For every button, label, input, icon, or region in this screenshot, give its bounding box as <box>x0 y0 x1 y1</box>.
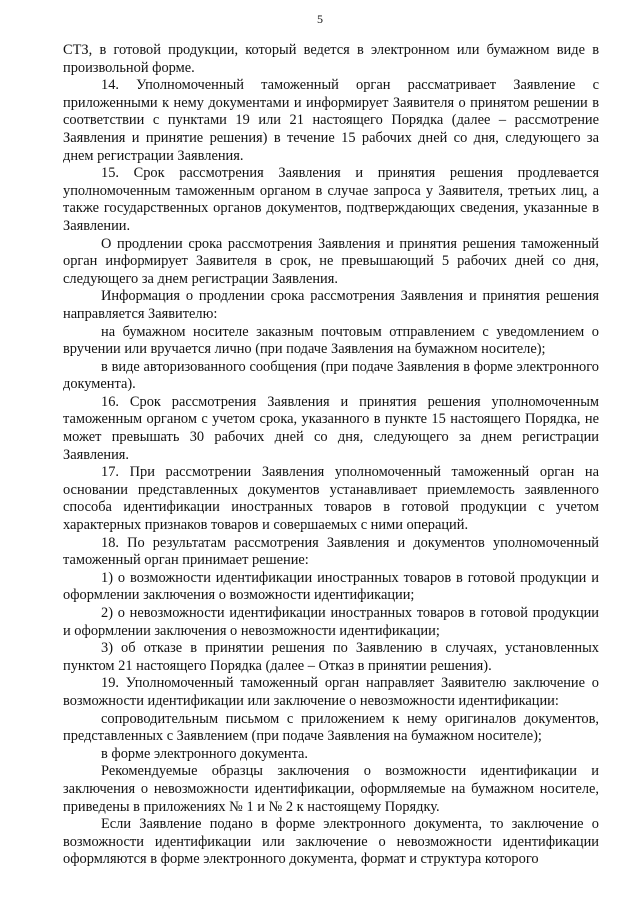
paragraph-18-item-1: 1) о возможности идентификации иностранных товаров в готовой продукции и оформлении заключения о возможности идентификации; <box>63 569 599 604</box>
paragraph-19-letter-option: сопроводительным письмом с приложением к нему оригиналов документов, представленных с Заявлением (при подаче Заявления на бумажном носителе); <box>63 710 599 745</box>
paragraph-18-item-3: 3) об отказе в принятии решения по Заявлению в случаях, установленных пунктом 21 настоящего Порядка (далее – Отказ в принятии решения). <box>63 640 599 674</box>
paragraph-18-item-2: 2) о невозможности идентификации иностранных товаров в готовой продукции и оформлении заключения о невозможности идентификации; <box>63 605 599 639</box>
paragraph-15-extension-notice: О продлении срока рассмотрения Заявления и принятия решения таможенный орган информирует Заявителя в срок, не превышающий 5 рабочих дней со дня, следующего за днем регистрации Заявления. <box>63 235 599 287</box>
paragraph-15-electronic-option: в виде авторизованного сообщения (при подаче Заявления в форме электронного документа). <box>63 358 599 393</box>
paragraph-19-electronic-option: в форме электронного документа. <box>101 745 309 762</box>
paragraph-19: 19. Уполномоченный таможенный орган направляет Заявителю заключение о возможности идентификации или заключение о невозможности идентификации: <box>63 675 599 709</box>
paragraph-16: 16. Срок рассмотрения Заявления и принятия решения уполномоченным таможенным органом с учетом срока, указанного в пункте 15 настоящего Порядка, не может превышать 30 рабочих дней со дня, следующего за днем регистрации Заявления. <box>63 393 599 463</box>
paragraph-15: 15. Срок рассмотрения Заявления и принятия решения продлевается уполномоченным таможенным органом в случае запроса у Заявителя, третьих лиц, а также государственных органов документов, подтверждающих сведения, указанные в Заявлении. <box>63 165 599 234</box>
paragraph-19-templates: Рекомендуемые образцы заключения о возможности идентификации и заключения о невозможности идентификации, оформляемые на бумажном носителе, приведены в приложениях № 1 и № 2 к настоящему Порядку. <box>63 763 599 815</box>
paragraph-19-electronic-format: Если Заявление подано в форме электронного документа, то заключение о возможности идентификации или заключение о невозможности идентификации оформляются в форме электронного документа, формат и структура которого <box>63 816 599 868</box>
page-number: 5 <box>317 12 323 26</box>
paragraph-18: 18. По результатам рассмотрения Заявления и документов уполномоченный таможенный орган принимает решение: <box>63 534 599 569</box>
paragraph-continuation: СТЗ, в готовой продукции, который ведется в электронном или бумажном виде в произвольной форме. <box>63 42 599 76</box>
paragraph-17: 17. При рассмотрении Заявления уполномоченный таможенный орган на основании представленных документов устанавливает приемлемость заявленного способа идентификации иностранных товаров в готовой продукции с учетом характерных признаков товаров и совершаемых с ними операций. <box>63 464 599 534</box>
paragraph-15-paper-option: на бумажном носителе заказным почтовым отправлением с уведомлением о вручении или вручается лично (при подаче Заявления на бумажном носителе); <box>63 323 599 358</box>
paragraph-15-info-delivery: Информация о продлении срока рассмотрения Заявления и принятия решения направляется Заявителю: <box>63 288 599 322</box>
paragraph-14: 14. Уполномоченный таможенный орган рассматривает Заявление с приложенными к нему документами и информирует Заявителя о принятом решении в соответствии с пунктами 19 или 21 настоящего Порядка (далее – рассмотрение Заявления и принятие решения) в течение 15 рабочих дней со дня, следующего за днем регистрации Заявления. <box>63 77 599 164</box>
document-body <box>63 42 599 869</box>
